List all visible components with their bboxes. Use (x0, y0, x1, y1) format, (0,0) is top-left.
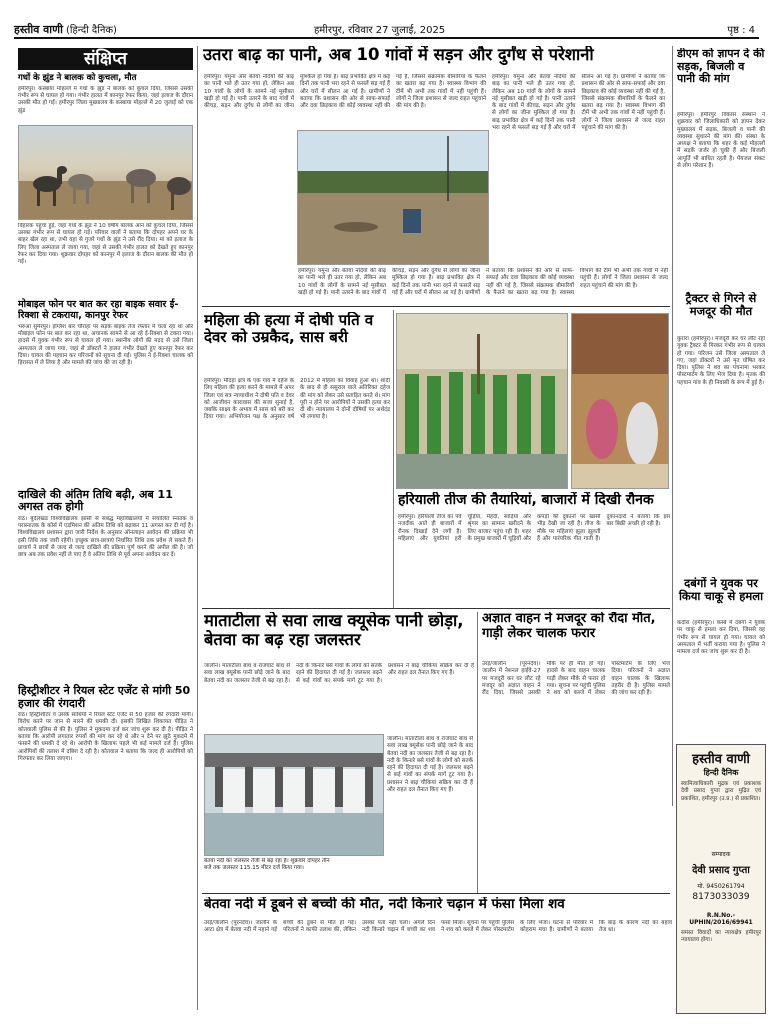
flood-text: हमीरपुर। यमुना और बेतवा नदियों की बाढ़ का पानी भले ही उतर गया हो, लेकिन अब 10 गांवों के लोगों के सामने नई मुसीबत खड़ी हो गई है। पानी उतरने के बाद गांवों में कीचड़, सड़न और दुर्गंध से लोगों का जीना मुश्किल हो गया है। बाढ़ प्रभावित क्षेत्र में कई दिनों तक पानी भरा रहने से फसलें सड़ गई हैं और घरों में सीलन आ गई है। ग्रामीणों ने बताया कि प्रशासन की ओर से साफ-सफाई और दवा छिड़काव की कोई व्यवस्था नहीं की गई है, जिससे संक्रामक बीमारियों के फैलने का खतरा बढ़ गया है। स्वास्थ्य विभाग की टीमें भी अभी तक गांवों में नहीं पहुंची हैं। लोगों ने जिला प्रशासन से जल्द राहत पहुंचाने की मांग की है। (204, 74, 486, 110)
masthead-name: हस्तीव वाणी (692, 752, 750, 767)
divider-flood-bottom (202, 306, 670, 307)
brief-text-1: हमीरपुर। कस्बाया मोहल्ले में गधों के झुंड ने बालक को कुचल दिया, जिससे उसकी गंभीर रूप से घायल हो गया। गंभीर हालत में कानपुर रेफर किया, जहां इलाज के दौरान उसकी मौत हो गई। हमीरपुर जिला मुख्यालय के कस्बाया मोहल्ले में 20 जुलाई को एक झुंड (18, 85, 193, 114)
tractor-text: कुरारा (हमीरपुर)। मजदूरी कर घर लौट रहा युवक ट्रैक्टर से गिरकर गंभीर रूप से घायल हो गया। परिजन उसे जिला अस्पताल ले गए, जहां डॉक्टरों ने उसे मृत घोषित कर दिया। पुलिस ने शव का पंचनामा भरकर पोस्टमार्टम के लिए भेज दिया है। मृतक की पहचान गांव के ही निवासी के रूप में हुई है। (677, 336, 765, 386)
dam-text-2: जालौन। माताटीला बांध व राजघाट बांध से सवा लाख क्यूसेक पानी छोड़े जाने के बाद बेतवा नदी का जलस्तर तेजी से बढ़ रहा है। नदी के किनारे बसे गांवों के लोगों को सतर्क रहने की हिदायत दी गई है। जलस्तर बढ़ने से कई गांवों का संपर्क मार्ग टूट गया है। प्रशासन ने बाढ़ चौकियां सक्रिय कर दी हैं और राहत दल तैनात किए गए हैं। (387, 736, 473, 794)
divider-murder (393, 310, 394, 608)
masthead-foot: समस्त विवादों का न्यायक्षेत्र हमीरपुर न्यायालय होगा। (681, 930, 761, 944)
teej-illustration-1 (397, 314, 568, 489)
brief-title-2: मोबाइल फोन पर बात कर रहा बाइक सवार ई-रिक्शा से टकराया, कानपुर रेफर (18, 298, 179, 321)
teej-illustration-2 (572, 314, 669, 489)
dam-caption: बेतवा नदी का जलस्तर तेजी से बढ़ रहा है। शुक्रवार दोपहर तीन बजे तक जलस्तर 115.15 मीटर दर्ज किया गया। (204, 858, 330, 871)
editor-label: सम्पादक (711, 851, 731, 858)
flood-headline: उतरा बाढ़ का पानी, अब 10 गांवों में सड़न और दुर्गंध से परेशानी (203, 46, 594, 64)
editor-phone-1: मो. 9450261794 (697, 883, 745, 890)
sidebar-divider (197, 46, 198, 1010)
dm-text: हमीरपुर। हमीरपुर विकास संस्थान ने शुक्रवार को जिलाधिकारी को ज्ञापन देकर मुख्यालय में सड़क, बिजली व पानी की व्यवस्था सुधारने की मांग की। संस्था के अध्यक्ष ने बताया कि शहर के कई मोहल्लों में सड़कें जर्जर हो चुकी हैं और बिजली आपूर्ति भी बाधित रहती है। पेयजल संकट से लोग परेशान हैं। (677, 112, 765, 170)
flood-photo (297, 130, 489, 265)
divider-bottom (202, 893, 670, 894)
drown-headline: बेतवा नदी में डूबने से बच्ची की मौत, नदी किनारे चढ़ान में फंसा मिला शव (204, 897, 565, 912)
donkeys-photo (18, 125, 193, 220)
accident-headline: अज्ञात वाहन ने मजदूर को रौंदा मौत, गाड़ी लेकर चालक फरार (482, 612, 656, 641)
knife-text: कदौरा (हमीरपुर)। कस्बे में दबंगों ने युवक पर चाकू से हमला कर दिया, जिससे वह गंभीर रूप से घायल हो गया। घायल को अस्पताल में भर्ती कराया गया है। पुलिस ने मामला दर्ज कर जांच शुरू कर दी है। (677, 620, 765, 656)
teej-text: हमीरपुर। हरियाली तीज का पर्व नजदीक आते ही बाजारों में रौनक दिखाई देने लगी है। महिलाएं और युवतियां हरी चूड़ियां, मेहंदी, साड़ियां और श्रृंगार का सामान खरीदने के लिए बाजार पहुंच रही हैं। शहर के प्रमुख बाजारों में चूड़ियों और कपड़ों की दुकानों पर खासी भीड़ देखी जा रही है। तीज के मौके पर महिलाएं झूला झूलती हैं और पारंपरिक गीत गाती हैं। दुकानदारों ने बताया कि इस बार बिक्री अच्छी हो रही है। (398, 514, 670, 542)
dm-headline: डीएम को ज्ञापन दे की सड़क, बिजली व पानी की मांग (677, 48, 765, 86)
paper-name: हस्तीव वाणी (हिन्दी दैनिक) (14, 22, 117, 36)
right-column-divider (672, 46, 673, 806)
masthead-box (676, 744, 766, 1014)
brief-text-1b: विहारक पहुंचा हुई, जहां गधों के झुंड ने 10 वर्षीय बालक आन को कुचल दिया, जिससे उसका गंभीर रूप से घायल हो गई। परिवार वालों ने बताया कि दोपहर अपने घर के बाहर खेल रहा था, तभी वहां से गुजरे गधों के झुंड ने उसे रौंद दिया। मां को इलाज के लिए जिला अस्पताल ले जाया गया, जहां से उसकी गंभीर हालत को देखते हुए कानपुर रेफर कर दिया गया। शुक्रवार दोपहर को कानपुर में इलाज के दौरान बालक की मौत हो गई। (18, 222, 193, 266)
rni-number: R.N.No.-UPHIN/2016/69941 (689, 912, 753, 926)
dam-photo (204, 734, 384, 856)
editor-phone-2: 8173033039 (692, 892, 750, 902)
brief-title-4: हिस्ट्रीशीटर ने रियल स्टेट एजेंट से मांगी 50 हजार की रंगदारी (18, 683, 191, 710)
divider-dam (477, 612, 478, 894)
editor-name: देवी प्रसाद गुप्ता (692, 865, 750, 876)
murder-text: हमीरपुर। मौदहा क्षेत्र के एक गांव में दहेज के लिए महिला की हत्या करने के मामले में अपर जिला एवं सत्र न्यायाधीश ने दोषी पति व देवर को आजीवन कारावास की सजा सुनाई है, जबकि साक्ष्य के अभाव में सास को बरी कर दिया गया। अभियोजन पक्ष के अनुसार वर्ष 2012 में महिला का विवाह हुआ था। शादी के बाद से ही ससुराल वाले अतिरिक्त दहेज की मांग को लेकर उसे प्रताड़ित करते थे। मांग पूरी न होने पर आरोपियों ने उसकी हत्या कर दी थी। न्यायालय ने दोनों दोषियों पर अर्थदंड भी लगाया है। (204, 378, 390, 421)
brief-title-3: दाखिले की अंतिम तिथि बढ़ी, अब 11 अगस्त तक होगी (18, 487, 173, 514)
teej-photo-2 (571, 313, 669, 489)
masthead-sub: हिन्दी दैनिक (703, 768, 739, 777)
knife-headline: दबंगों ने युवक पर किया चाकू से हमला (678, 577, 764, 604)
page-number: पृष्ठ : 4 (727, 25, 755, 36)
accident-text: उरई/जालौन (पूरनदेव)। जालौन में नेशनल हाईवे-27 पर मजदूरी कर घर लौट रहे मजदूर को अज्ञात वाहन ने रौंद दिया, जिससे उसकी मौके पर ही मौत हो गई। हादसे के बाद वाहन चालक गाड़ी लेकर मौके से फरार हो गया। सूचना पर पहुंची पुलिस ने शव को कब्जे में लेकर पोस्टमार्टम के लिए भेज दिया। परिजनों ने अज्ञात वाहन चालक के खिलाफ तहरीर दी है। पुलिस मामले की जांच कर रही है। (482, 661, 670, 697)
donkeys-illustration (19, 126, 193, 220)
flood-text-2: हमीरपुर। यमुना और बेतवा नदियों की बाढ़ का पानी भले ही उतर गया हो, लेकिन अब 10 गांवों के लोगों के सामने नई मुसीबत खड़ी हो गई है। पानी उतरने के बाद गांवों में कीचड़, सड़न और दुर्गंध से लोगों का जीना मुश्किल हो गया है। बाढ़ प्रभावित क्षेत्र में कई दिनों तक पानी भरा रहने से फसलें सड़ गई हैं और घरों में सीलन आ गई है। ग्रामीणों ने बताया कि प्रशासन की ओर से साफ-सफाई और दवा छिड़काव की कोई व्यवस्था नहीं की गई है, जिससे संक्रामक बीमारियों के फैलने का खतरा बढ़ गया है। स्वास्थ्य विभाग की टीमें भी अभी तक गांवों में नहीं पहुंची हैं। लोगों ने जिला प्रशासन से जल्द राहत पहुंचाने की मांग की है। (492, 74, 665, 132)
dam-illustration (205, 735, 384, 856)
flood-illustration (298, 131, 489, 265)
teej-headline: हरियाली तीज की तैयारियां, बाजारों में दिखी रौनक (398, 492, 654, 508)
masthead-text: स्वामित्वाधिकारी मुद्रक एवं प्रकाशक देवी प्रसाद गुप्ता द्वारा मुद्रित एवं प्रकाशित, हमीरपुर (उ.प्र.) से प्रकाशित। (681, 781, 761, 802)
drown-text: उरई/जालौन (पूरनदेव)। जालौन के आटा क्षेत्र में बेतवा नदी में नहाने गई बच्ची की डूबने से मौत हो गई। परिजनों ने काफी तलाश की, लेकिन उसका पता नहीं चला। अगले दिन नदी किनारे चढ़ान में बच्ची का शव फंसा मिला। सूचना पर पहुंची पुलिस ने शव को कब्जे में लेकर पोस्टमार्टम के लिए भेजा। घटना से परिवार में कोहराम मचा है। ग्रामीणों ने बताया कि बाढ़ के कारण नदी का बहाव तेज था। (204, 920, 672, 934)
teej-photo-1 (396, 313, 568, 489)
sidebar-column (18, 48, 193, 1010)
tractor-headline: ट्रैक्टर से गिरने से मजदूर की मौत (685, 292, 757, 319)
brief-title-1: गधों के झुंड ने बालक को कुचला, मौत (18, 73, 137, 83)
brief-text-3: राठ। बुंदेलखंड विश्वविद्यालय झांसी से संबद्ध महाविद्यालयों में संचालित स्नातक व परास्नातक के कोर्स में एडमिशन की अंतिम तिथि को बढ़ाकर 11 अगस्त कर दी गई है। विश्वविद्यालय प्रशासन द्वारा जारी निर्देश के अनुसार ऑनलाइन आवेदन की प्रक्रिया भी इसी तिथि तक जारी रहेगी। इच्छुक छात्र-छात्राएं निर्धारित तिथि तक प्रवेश ले सकते हैं। प्राचार्य ने छात्रों से जल्द से जल्द दाखिले की प्रक्रिया पूर्ण करने की अपील की है। जो छात्र अब तक प्रवेश नहीं ले पाए हैं वे अंतिम तिथि से पूर्व अपना आवेदन कर दें। (18, 515, 193, 559)
flood-text-3: हमीरपुर। यमुना और बेतवा नदियों की बाढ़ का पानी भले ही उतर गया हो, लेकिन अब 10 गांवों के लोगों के सामने नई मुसीबत खड़ी हो गई है। पानी उतरने के बाद गांवों में कीचड़, सड़न और दुर्गंध से लोगों का जीना मुश्किल हो गया है। बाढ़ प्रभावित क्षेत्र में कई दिनों तक पानी भरा रहने से फसलें सड़ गई हैं और घरों में सीलन आ गई है। ग्रामीणों ने बताया कि प्रशासन की ओर से साफ-सफाई और दवा छिड़काव की कोई व्यवस्था नहीं की गई है, जिससे संक्रामक बीमारियों के फैलने का खतरा बढ़ गया है। स्वास्थ्य विभाग की टीमें भी अभी तक गांवों में नहीं पहुंची हैं। लोगों ने जिला प्रशासन से जल्द राहत पहुंचाने की मांग की है। (298, 268, 668, 296)
dam-headline: माताटीला से सवा लाख क्यूसेक पानी छोड़ा, बेतवा का बढ़ रहा जलस्तर (204, 612, 464, 649)
brief-text-4: राठ। हिस्ट्रीशीटर व उसके साथियों ने रियल स्टेट एजेंट से 50 हजार की रंगदारी मांगी। विरोध करने पर जान से मारने की धमकी दी। इसकी लिखित शिकायत पीड़ित ने कोतवाली पुलिस से की है। पुलिस ने मुकदमा दर्ज कर जांच शुरू कर दी है। पीड़ित ने बताया कि आरोपी लगातार रुपयों की मांग कर रहे थे और न देने पर झूठे मुकदमे में फंसाने की धमकी दे रहे थे। आरोपी के खिलाफ पहले भी कई मामले दर्ज हैं। पुलिस आरोपियों की तलाश में दबिश दे रही है। कोतवाल ने बताया कि जल्द ही आरोपियों को गिरफ्तार कर लिया जाएगा। (18, 712, 193, 762)
dam-text: जालौन। माताटीला बांध व राजघाट बांध से सवा लाख क्यूसेक पानी छोड़े जाने के बाद बेतवा नदी का जलस्तर तेजी से बढ़ रहा है। नदी के किनारे बसे गांवों के लोगों को सतर्क रहने की हिदायत दी गई है। जलस्तर बढ़ने से कई गांवों का संपर्क मार्ग टूट गया है। प्रशासन ने बाढ़ चौकियां सक्रिय कर दी हैं और राहत दल तैनात किए गए हैं। (204, 663, 474, 684)
sidebar-heading: संक्षिप्त (18, 48, 193, 70)
page-header (14, 21, 759, 39)
divider-mid (202, 608, 670, 609)
brief-text-2: भरुआ सुमेरपुर। इंग्लिश बार चौराहा पर सड़क बाइक तेज रफ्तार में चला रहा था और मोबाइल फोन पर बात कर रहा था, अचानक सामने से आ रहे ई-रिक्शा से टकरा गया। हादसे में युवक गंभीर रूप से घायल हो गया। स्थानीय लोगों की मदद से उसे जिला अस्पताल ले जाया गया, जहां से डॉक्टरों ने हालत गंभीर देखते हुए कानपुर रेफर कर दिया। घायल की पहचान कर परिजनों को सूचना दी गई। पुलिस ने ई-रिक्शा चालक को हिरासत में ले लिया है और मामले की जांच की जा रही है। (18, 323, 193, 367)
dateline: हमीरपुर, रविवार 27 जुलाई, 2025 (314, 25, 446, 36)
murder-headline: महिला की हत्या में दोषी पति व देवर को उम्रकैद, सास बरी (204, 312, 374, 347)
